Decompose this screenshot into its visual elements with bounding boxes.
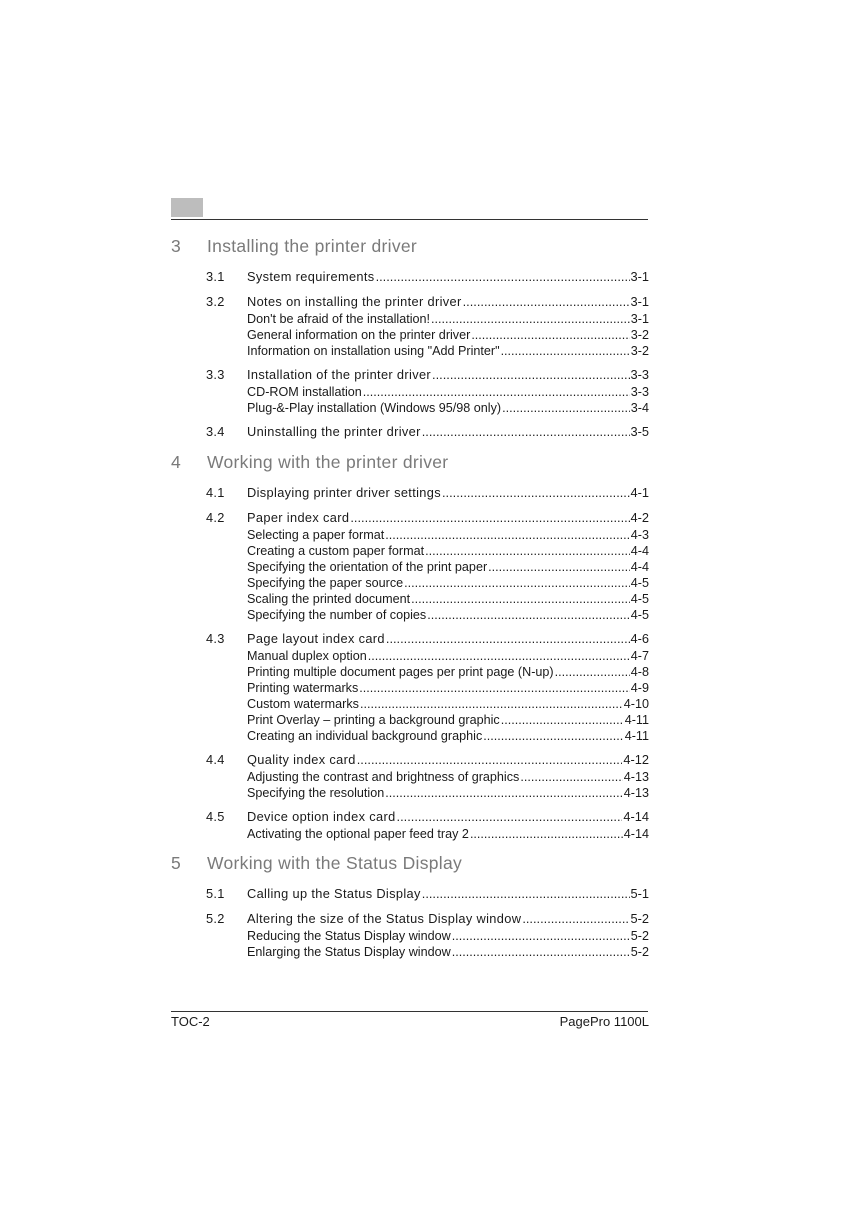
chapter-heading bbox=[171, 452, 649, 480]
toc-subsection-entry bbox=[206, 384, 649, 400]
dot-leader bbox=[442, 484, 630, 502]
dot-leader bbox=[501, 343, 630, 359]
subsection-page-number: 4-13 bbox=[623, 770, 649, 784]
toc-subsection-entry bbox=[206, 944, 649, 960]
section-title: Installation of the printer driver bbox=[247, 367, 432, 382]
toc-chapter bbox=[171, 853, 649, 960]
subsection-page-number: 4-4 bbox=[630, 560, 649, 574]
subsection-page-number: 4-5 bbox=[630, 592, 649, 606]
section-title: Uninstalling the printer driver bbox=[247, 424, 421, 439]
dot-leader bbox=[411, 591, 630, 607]
section-title: Device option index card bbox=[247, 809, 396, 824]
section-title: Displaying printer driver settings bbox=[247, 485, 441, 500]
toc-section bbox=[171, 630, 649, 744]
dot-leader bbox=[427, 607, 630, 623]
toc-subsection-entry bbox=[206, 575, 649, 591]
chapter-heading bbox=[171, 236, 649, 264]
section-title: Calling up the Status Display bbox=[247, 886, 421, 901]
toc-section-entry bbox=[206, 484, 649, 502]
subsection-title: Creating a custom paper format bbox=[247, 544, 425, 558]
toc-section-entry bbox=[206, 268, 649, 286]
section-title: Paper index card bbox=[247, 510, 350, 525]
subsection-title: Creating an individual background graphic bbox=[247, 729, 483, 743]
toc-section bbox=[171, 366, 649, 416]
subsection-title: Printing multiple document pages per print page (N-up) bbox=[247, 665, 554, 679]
chapter-title: Installing the printer driver bbox=[207, 236, 418, 256]
dot-leader bbox=[501, 712, 624, 728]
subsection-page-number: 5-2 bbox=[630, 945, 649, 959]
dot-leader bbox=[422, 885, 630, 903]
section-page-number: 4-6 bbox=[630, 631, 649, 646]
subsection-page-number: 4-9 bbox=[630, 681, 649, 695]
section-title: Altering the size of the Status Display window bbox=[247, 911, 522, 926]
section-number: 4.3 bbox=[206, 631, 225, 646]
toc-subsection-entry bbox=[206, 591, 649, 607]
header-rule bbox=[171, 219, 648, 220]
section-page-number: 4-2 bbox=[630, 510, 649, 525]
chapter-title: Working with the Status Display bbox=[207, 853, 463, 873]
dot-leader bbox=[502, 400, 630, 416]
toc-section bbox=[171, 885, 649, 903]
toc-section-entry bbox=[206, 885, 649, 903]
toc-section-entry bbox=[206, 509, 649, 527]
section-page-number: 4-12 bbox=[623, 752, 649, 767]
header-tab-block bbox=[171, 198, 203, 217]
dot-leader bbox=[471, 327, 629, 343]
dot-leader bbox=[422, 423, 630, 441]
subsection-title: Manual duplex option bbox=[247, 649, 367, 663]
subsection-page-number: 4-11 bbox=[624, 713, 649, 727]
section-number: 4.2 bbox=[206, 510, 225, 525]
subsection-title: Specifying the resolution bbox=[247, 786, 385, 800]
subsection-page-number: 4-4 bbox=[630, 544, 649, 558]
dot-leader bbox=[397, 808, 623, 826]
subsection-title: Information on installation using "Add Printer" bbox=[247, 344, 500, 358]
subsection-title: Enlarging the Status Display window bbox=[247, 945, 451, 959]
toc-section bbox=[171, 293, 649, 359]
dot-leader bbox=[404, 575, 630, 591]
toc-section bbox=[171, 268, 649, 286]
subsection-page-number: 4-8 bbox=[630, 665, 649, 679]
toc-section bbox=[171, 808, 649, 842]
toc-section bbox=[171, 484, 649, 502]
subsection-page-number: 3-4 bbox=[630, 401, 649, 415]
subsection-page-number: 3-2 bbox=[630, 328, 649, 342]
toc-subsection-entry bbox=[206, 543, 649, 559]
toc-section bbox=[171, 423, 649, 441]
subsection-title: Custom watermarks bbox=[247, 697, 359, 711]
section-page-number: 5-1 bbox=[630, 886, 649, 901]
toc-section bbox=[171, 910, 649, 960]
toc-subsection-entry bbox=[206, 400, 649, 416]
toc-section-entry bbox=[206, 366, 649, 384]
dot-leader bbox=[357, 751, 623, 769]
toc-chapter bbox=[171, 236, 649, 441]
section-number: 4.1 bbox=[206, 485, 225, 500]
section-number: 3.3 bbox=[206, 367, 225, 382]
subsection-title: Selecting a paper format bbox=[247, 528, 385, 542]
subsection-page-number: 4-7 bbox=[630, 649, 649, 663]
toc-subsection-entry bbox=[206, 712, 649, 728]
dot-leader bbox=[385, 527, 630, 543]
dot-leader bbox=[555, 664, 630, 680]
toc-section-entry bbox=[206, 808, 649, 826]
dot-leader bbox=[385, 785, 623, 801]
toc-subsection-entry bbox=[206, 664, 649, 680]
subsection-title: Plug-&-Play installation (Windows 95/98 only) bbox=[247, 401, 502, 415]
subsection-title: Scaling the printed document bbox=[247, 592, 411, 606]
toc-subsection-entry bbox=[206, 607, 649, 623]
dot-leader bbox=[452, 928, 630, 944]
toc-section-entry bbox=[206, 630, 649, 648]
subsection-title: CD-ROM installation bbox=[247, 385, 362, 399]
toc-subsection-entry bbox=[206, 343, 649, 359]
section-number: 5.2 bbox=[206, 911, 225, 926]
subsection-page-number: 4-11 bbox=[624, 729, 649, 743]
subsection-title: Adjusting the contrast and brightness of graphics bbox=[247, 770, 520, 784]
toc-subsection-entry bbox=[206, 559, 649, 575]
dot-leader bbox=[425, 543, 630, 559]
chapter-title: Working with the printer driver bbox=[207, 452, 449, 472]
section-title: Page layout index card bbox=[247, 631, 385, 646]
dot-leader bbox=[463, 293, 630, 311]
toc-subsection-entry bbox=[206, 696, 649, 712]
section-number: 5.1 bbox=[206, 886, 225, 901]
chapter-number: 3 bbox=[171, 236, 182, 256]
subsection-title: Printing watermarks bbox=[247, 681, 359, 695]
section-page-number: 4-1 bbox=[630, 485, 649, 500]
section-title: Quality index card bbox=[247, 752, 356, 767]
subsection-page-number: 3-1 bbox=[630, 312, 649, 326]
section-page-number: 3-1 bbox=[630, 269, 649, 284]
dot-leader bbox=[368, 648, 630, 664]
subsection-page-number: 5-2 bbox=[630, 929, 649, 943]
subsection-page-number: 4-3 bbox=[630, 528, 649, 542]
toc-chapter bbox=[171, 452, 649, 842]
toc-subsection-entry bbox=[206, 680, 649, 696]
toc-section-entry bbox=[206, 293, 649, 311]
toc-subsection-entry bbox=[206, 311, 649, 327]
dot-leader bbox=[488, 559, 630, 575]
dot-leader bbox=[363, 384, 630, 400]
toc-subsection-entry bbox=[206, 769, 649, 785]
dot-leader bbox=[350, 509, 629, 527]
subsection-title: Specifying the number of copies bbox=[247, 608, 427, 622]
dot-leader bbox=[483, 728, 623, 744]
toc-subsection-entry bbox=[206, 728, 649, 744]
dot-leader bbox=[452, 944, 630, 960]
dot-leader bbox=[386, 630, 630, 648]
footer-page-number: TOC-2 bbox=[171, 1014, 210, 1029]
subsection-page-number: 4-14 bbox=[623, 827, 649, 841]
toc-section-entry bbox=[206, 910, 649, 928]
subsection-title: Activating the optional paper feed tray 2 bbox=[247, 827, 469, 841]
toc-section-entry bbox=[206, 423, 649, 441]
dot-leader bbox=[376, 268, 630, 286]
subsection-title: Specifying the paper source bbox=[247, 576, 404, 590]
dot-leader bbox=[522, 910, 629, 928]
toc-subsection-entry bbox=[206, 785, 649, 801]
section-number: 3.4 bbox=[206, 424, 225, 439]
section-page-number: 3-3 bbox=[630, 367, 649, 382]
toc-subsection-entry bbox=[206, 928, 649, 944]
dot-leader bbox=[520, 769, 622, 785]
subsection-title: Print Overlay – printing a background graphic bbox=[247, 713, 500, 727]
subsection-page-number: 4-13 bbox=[623, 786, 649, 800]
dot-leader bbox=[432, 366, 629, 384]
chapter-number: 5 bbox=[171, 853, 182, 873]
dot-leader bbox=[359, 680, 630, 696]
chapter-heading bbox=[171, 853, 649, 881]
footer-product-name: PagePro 1100L bbox=[559, 1014, 649, 1029]
section-page-number: 4-14 bbox=[623, 809, 649, 824]
subsection-page-number: 3-3 bbox=[630, 385, 649, 399]
dot-leader bbox=[360, 696, 623, 712]
toc-subsection-entry bbox=[206, 826, 649, 842]
section-number: 3.2 bbox=[206, 294, 225, 309]
toc-subsection-entry bbox=[206, 327, 649, 343]
footer-rule bbox=[171, 1011, 648, 1012]
toc-section bbox=[171, 509, 649, 623]
section-number: 4.5 bbox=[206, 809, 225, 824]
toc-subsection-entry bbox=[206, 648, 649, 664]
toc-section bbox=[171, 751, 649, 801]
subsection-page-number: 4-5 bbox=[630, 576, 649, 590]
subsection-title: Reducing the Status Display window bbox=[247, 929, 451, 943]
subsection-page-number: 4-10 bbox=[623, 697, 649, 711]
toc-section-entry bbox=[206, 751, 649, 769]
dot-leader bbox=[470, 826, 623, 842]
dot-leader bbox=[431, 311, 630, 327]
subsection-title: Don't be afraid of the installation! bbox=[247, 312, 431, 326]
subsection-title: Specifying the orientation of the print paper bbox=[247, 560, 488, 574]
subsection-page-number: 3-2 bbox=[630, 344, 649, 358]
chapter-number: 4 bbox=[171, 452, 182, 472]
subsection-page-number: 4-5 bbox=[630, 608, 649, 622]
section-number: 4.4 bbox=[206, 752, 225, 767]
section-page-number: 3-1 bbox=[630, 294, 649, 309]
section-number: 3.1 bbox=[206, 269, 225, 284]
section-page-number: 3-5 bbox=[630, 424, 649, 439]
table-of-contents bbox=[171, 236, 649, 960]
section-title: System requirements bbox=[247, 269, 375, 284]
subsection-title: General information on the printer driver bbox=[247, 328, 471, 342]
toc-subsection-entry bbox=[206, 527, 649, 543]
section-page-number: 5-2 bbox=[630, 911, 649, 926]
section-title: Notes on installing the printer driver bbox=[247, 294, 462, 309]
